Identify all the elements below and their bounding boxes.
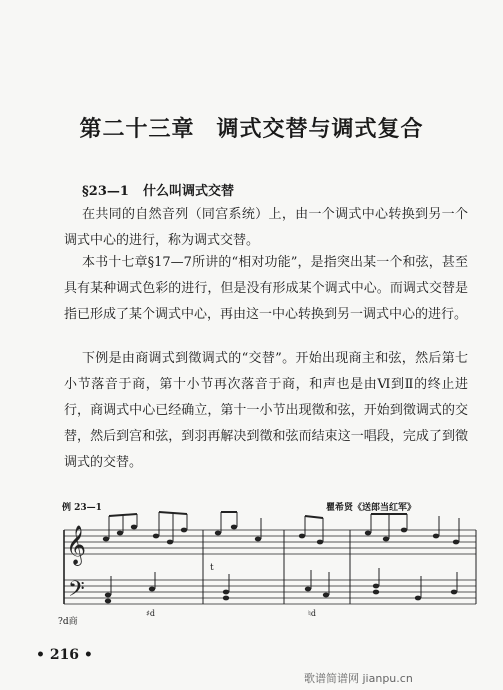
section-number: §23—1 (82, 184, 129, 199)
bass-staff (64, 580, 476, 604)
chapter-heading (0, 112, 503, 143)
treble-clef-icon: 𝄞 (66, 525, 87, 565)
example-label: 例 23—1 (62, 503, 102, 513)
bass-clef-icon: 𝄢 (68, 577, 85, 607)
paragraph-1: 在共同的自然音列（同宫系统）上，由一个调式中心转换到另一个调式中心的进行，称为调式交替。 (64, 207, 468, 248)
bass-mark: t (210, 563, 214, 573)
section-heading (82, 180, 234, 199)
music-score (58, 500, 478, 625)
page-number: • 216 • (36, 647, 93, 663)
section-title: 什么叫调式交替 (142, 184, 234, 199)
example-source: 瞿希贤《送郎当红军》 (326, 503, 417, 513)
key-label: ?d商 (58, 617, 78, 627)
paragraph-3: 下例是由商调式到徵调式的“交替”。开始出现商主和弦，然后第七小节落音于商，第十小节再次落音于商，和声也是由Ⅵ到Ⅱ的终止进行，商调式中心已经确立，第十一小节出现徵和弦，开始到徵调式的交替，然后到宫和弦，到羽再解决到徵和弦而结束这一唱段，完成了到徵调式的交替。 (64, 351, 468, 470)
mark-sharp-d: ♯d (146, 609, 155, 618)
treble-staff (64, 530, 476, 554)
paragraph-2: 本书十七章§17—7所讲的“相对功能”，是指突出某一个和弦，甚至具有某种调式色彩的进行，但是没有形成某个调式中心。而调式交替是指已形成了某个调式中心，再由这一中心转换到另一调式中心的进行。 (64, 255, 468, 322)
treble-notes (103, 512, 459, 544)
barlines (64, 530, 476, 604)
chapter-title: 调式交替与调式复合 (216, 116, 424, 142)
mark-natural-d: ♮d (308, 609, 316, 618)
watermark: 歌谱简谱网 jianpu.cn (304, 672, 413, 685)
chapter-number: 第二十三章 (79, 116, 195, 142)
